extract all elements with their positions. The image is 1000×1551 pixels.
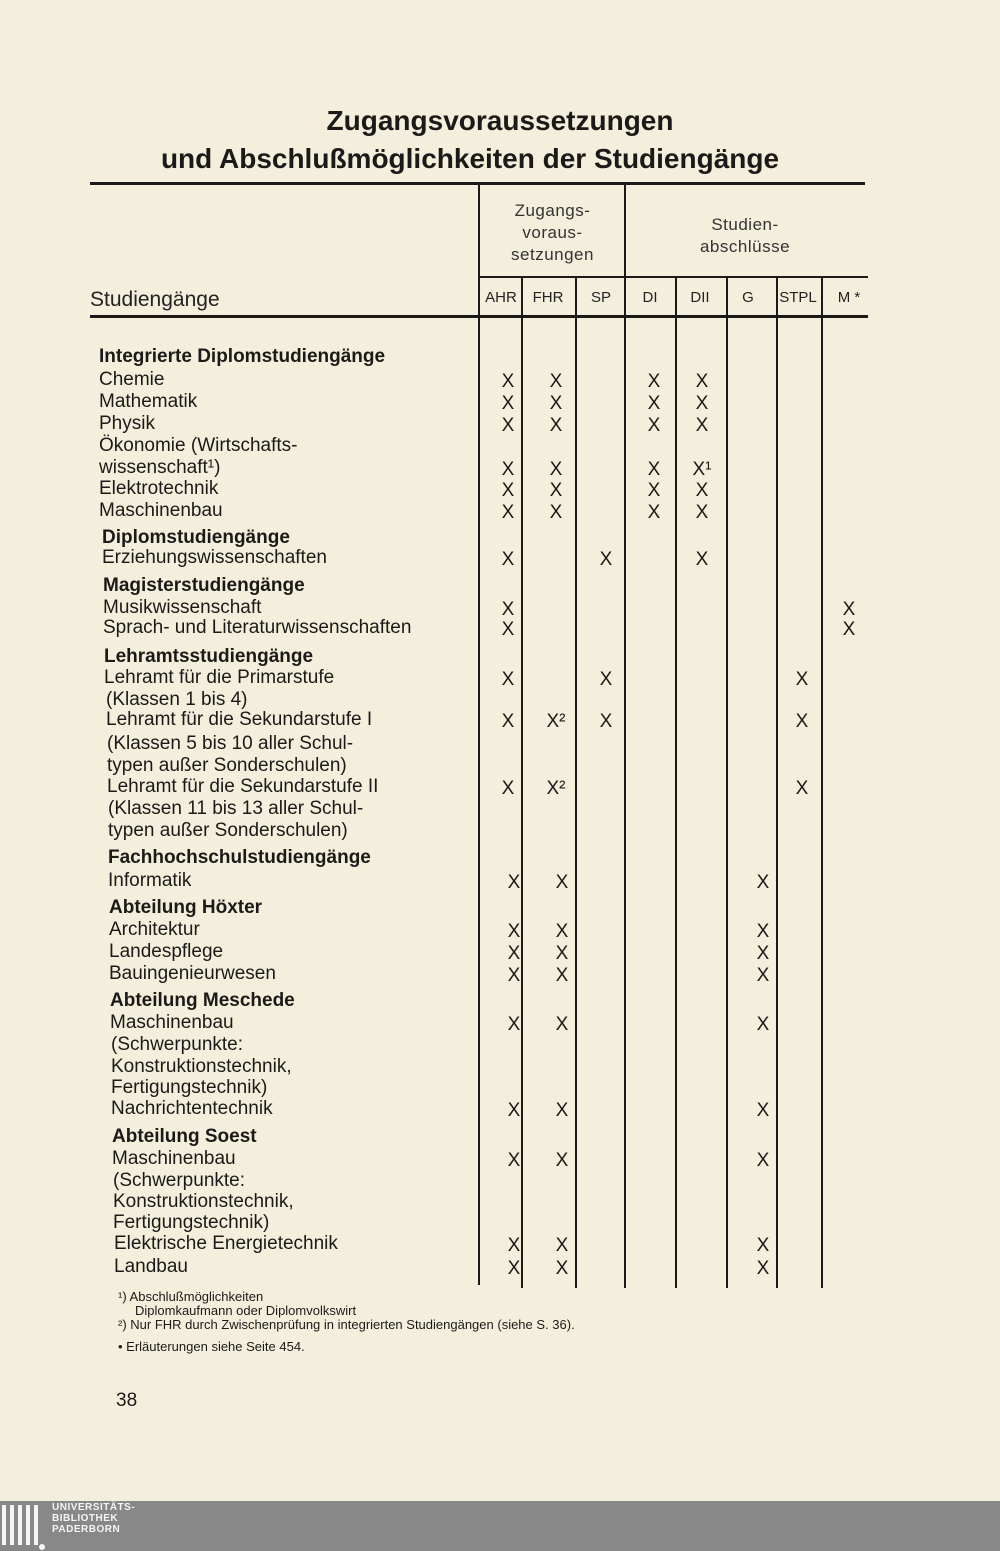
table-cell-mark: X [756,1235,770,1256]
col-line [478,185,480,1285]
table-row-label: (Klassen 11 bis 13 aller Schul- [108,798,364,819]
table-row-label: Ökonomie (Wirtschafts- [99,435,298,456]
col-line [821,278,823,1288]
table-cell-mark: X [501,619,515,640]
table-cell-mark: X [695,549,709,570]
table-row-label: Musikwissenschaft [103,597,262,618]
col-line [776,278,778,1288]
table-cell-mark: X [549,393,563,414]
table-cell-mark: X [795,711,809,732]
table-row-label: Maschinenbau [110,1012,234,1033]
table-cell-mark: X [756,943,770,964]
library-footer [0,1501,1000,1551]
table-cell-mark: X [507,1100,521,1121]
col-line [624,185,626,1288]
table-cell-mark: X [695,415,709,436]
table-cell-mark: X [756,1014,770,1035]
footnote-3: • Erläuterungen siehe Seite 454. [118,1339,305,1354]
table-cell-mark: X¹ [692,459,712,480]
table-cell-mark: X [507,1150,521,1171]
page-title-line-1: Zugangsvoraussetzungen [326,105,674,136]
table-row-label: (Klassen 1 bis 4) [106,689,248,710]
table-cell-mark: X [695,480,709,501]
section-heading: Integrierte Diplomstudiengänge [99,346,386,367]
table-cell-mark: X [695,371,709,392]
header-mid-rule [478,276,868,278]
table-cell-mark: X [501,459,515,480]
table-row-label: Sprach- und Literaturwissenschaften [103,617,412,638]
col-header-stpl: STPL [779,289,817,306]
section-heading: Abteilung Soest [112,1126,257,1147]
table-row-label: Maschinenbau [99,500,223,521]
table-cell-mark: X [501,549,515,570]
table-cell-mark: X [555,1014,569,1035]
col-header-dii: DII [690,289,710,306]
table-cell-mark: X [842,599,856,620]
table-cell-mark: X [647,502,661,523]
table-cell-mark: X [507,872,521,893]
col-line [726,278,728,1288]
table-cell-mark: X [549,371,563,392]
table-cell-mark: X [555,943,569,964]
table-cell-mark: X [501,669,515,690]
table-row-label: Fertigungstechnik) [113,1212,270,1233]
table-row-label: Konstruktionstechnik, [113,1191,294,1212]
footnote-1-cont: Diplomkaufmann oder Diplomvolkswirt [135,1303,357,1318]
table-cell-mark: X [599,669,613,690]
table-cell-mark: X [501,502,515,523]
table-row-label: Bauingenieurwesen [109,963,276,984]
table-row-label: Informatik [108,870,192,891]
table-cell-mark: X [555,921,569,942]
table-row-label: Elektrische Energietechnik [114,1233,338,1254]
table-row-label: Fertigungstechnik) [111,1077,268,1098]
table-cell-mark: X [501,480,515,501]
table-cell-mark: X [795,778,809,799]
table-cell-mark: X [756,872,770,893]
table-row-label: Mathematik [99,391,198,412]
col-header-g: G [742,289,754,306]
table-cell-mark: X [695,393,709,414]
table-cell-mark: X² [546,778,566,799]
table-cell-mark: X [549,459,563,480]
table-cell-mark: X [501,599,515,620]
table-cell-mark: X [507,943,521,964]
table-cell-mark: X [507,1235,521,1256]
table-cell-mark: X [507,1258,521,1279]
table-cell-mark: X [501,711,515,732]
table-cell-mark: X [599,549,613,570]
section-heading: Fachhochschulstudiengänge [108,847,371,868]
table-cell-mark: X [555,872,569,893]
table-row-label: wissenschaft¹) [99,457,221,478]
section-heading: Diplomstudiengänge [102,527,290,548]
table-row-label: (Schwerpunkte: [111,1034,244,1055]
footnote-2: ²) Nur FHR durch Zwischenprüfung in integrierten Studiengängen (siehe S. 36). [118,1317,575,1332]
footnote-1: ¹) Abschlußmöglichkeiten [118,1289,264,1304]
table-row-label: Landbau [114,1256,188,1277]
table-cell-mark: X [647,415,661,436]
table-row-label: Maschinenbau [112,1148,236,1169]
table-cell-mark: X [549,415,563,436]
table-cell-mark: X [507,965,521,986]
library-name: UNIVERSITÄTS- BIBLIOTHEK PADERBORN [52,1502,136,1535]
table-row-label: (Schwerpunkte: [113,1170,246,1191]
table-cell-mark: X [555,1258,569,1279]
table-cell-mark: X [756,965,770,986]
table-cell-mark: X [501,371,515,392]
table-row-label: Lehramt für die Sekundarstufe I [106,709,373,730]
col-line [675,278,677,1288]
table-cell-mark: X [647,480,661,501]
table-cell-mark: X [756,1100,770,1121]
table-cell-mark: X [647,371,661,392]
table-cell-mark: X [549,480,563,501]
table-row-label: typen außer Sonderschulen) [107,755,347,776]
section-heading: Abteilung Höxter [109,897,263,918]
table-cell-mark: X [599,711,613,732]
table-cell-mark: X [555,1235,569,1256]
table-row-label: Elektrotechnik [99,478,219,499]
table-row-label: typen außer Sonderschulen) [108,820,348,841]
header-zugang: Zugangs- voraus- setzungen [511,201,594,264]
table-cell-mark: X [507,921,521,942]
table-cell-mark: X [795,669,809,690]
section-heading: Abteilung Meschede [110,990,295,1011]
table-cell-mark: X [555,1150,569,1171]
header-abschluesse: Studien- abschlüsse [699,215,791,256]
table-cell-mark: X [647,393,661,414]
table-cell-mark: X [555,965,569,986]
table-cell-mark: X [756,1150,770,1171]
col-header-m: M * [837,289,861,306]
table-row-label: Chemie [99,369,165,390]
table-cell-mark: X² [546,711,566,732]
col-header-sp: SP [590,289,611,306]
table-row-label: Physik [99,413,155,434]
table-row-label: Nachrichtentechnik [111,1098,273,1119]
table-row-label: Landespflege [109,941,224,962]
library-logo-icon [0,1501,48,1551]
table-cell-mark: X [756,921,770,942]
table-row-label: Konstruktionstechnik, [111,1056,292,1077]
page-number: 38 [116,1390,138,1411]
table-cell-mark: X [501,778,515,799]
table-cell-mark: X [501,393,515,414]
table-row-label: Erziehungswissenschaften [102,547,327,568]
table-row-label: Architektur [109,919,200,940]
table-cell-mark: X [507,1014,521,1035]
section-heading: Magisterstudiengänge [103,575,305,596]
table-row-label: (Klassen 5 bis 10 aller Schul- [107,733,354,754]
table-cell-mark: X [842,619,856,640]
table-row-label: Lehramt für die Primarstufe [104,667,335,688]
col-header-ahr: AHR [485,289,517,306]
table-cell-mark: X [549,502,563,523]
col-header-fhr: FHR [532,289,564,306]
table-cell-mark: X [695,502,709,523]
table-cell-mark: X [756,1258,770,1279]
page-title-line-2: und Abschlußmöglichkeiten der Studiengänge [160,143,780,174]
col-line [521,278,523,1288]
col-header-di: DI [642,289,658,306]
table-cell-mark: X [501,415,515,436]
section-heading: Lehramtsstudiengänge [104,646,314,667]
col-line [575,278,577,1288]
header-studiengaenge: Studiengänge [90,288,220,311]
table-row-label: Lehramt für die Sekundarstufe II [107,776,379,797]
table-cell-mark: X [555,1100,569,1121]
table-cell-mark: X [647,459,661,480]
